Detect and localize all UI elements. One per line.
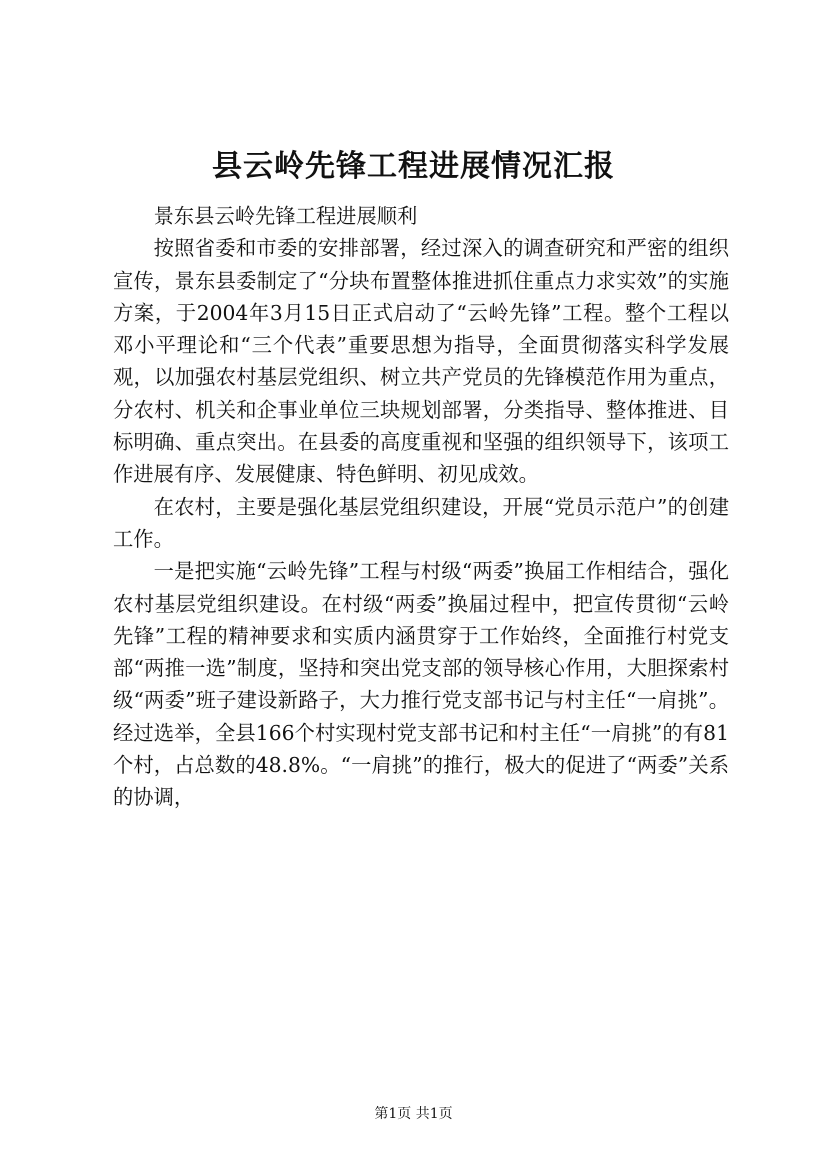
paragraph-intro: 按照省委和市委的安排部署，经过深入的调查研究和严密的组织宣传，景东县委制定了“分块布置整体推进抓住重点力求实效”的实施方案，于2004年3月15日正式启动了“云岭先锋”工程。整个工程以邓小平理论和“三个代表”重要思想为指导，全面贯彻落实科学发展观，以加强农村基层党组织、树立共产党员的先锋模范作用为重点，分农村、机关和企事业单位三块规划部署，分类指导、整体推进、目标明确、重点突出。在县委的高度重视和坚强的组织领导下，该项工作进展有序、发展健康、特色鲜明、初见成效。 <box>113 236 729 487</box>
paragraph-subtitle: 景东县云岭先锋工程进展顺利 <box>153 204 418 228</box>
paragraph-rural: 在农村，主要是强化基层党组织建设，开展“党员示范户”的创建工作。 <box>113 494 729 551</box>
page-footer: 第1页 共1页 <box>374 1106 453 1122</box>
paragraph-point-one: 一是把实施“云岭先锋”工程与村级“两委”换届工作相结合，强化农村基层党组织建设。在村级“两委”换届过程中，把宣传贯彻“云岭先锋”工程的精神要求和实质内涵贯穿于工作始终，全面推行村党支部“两推一选”制度，坚持和突出党支部的领导核心作用，大胆探索村级“两委”班子建设新路子，大力推行党支部书记与村主任“一肩挑”。经过选举，全县166个村实现村党支部书记和村主任“一肩挑”的有81个村，占总数的48.8%。“一肩挑”的推行，极大的促进了“两委”关系的协调， <box>113 559 729 810</box>
document-body <box>113 200 729 814</box>
document-title: 县云岭先锋工程进展情况汇报 <box>212 149 615 184</box>
